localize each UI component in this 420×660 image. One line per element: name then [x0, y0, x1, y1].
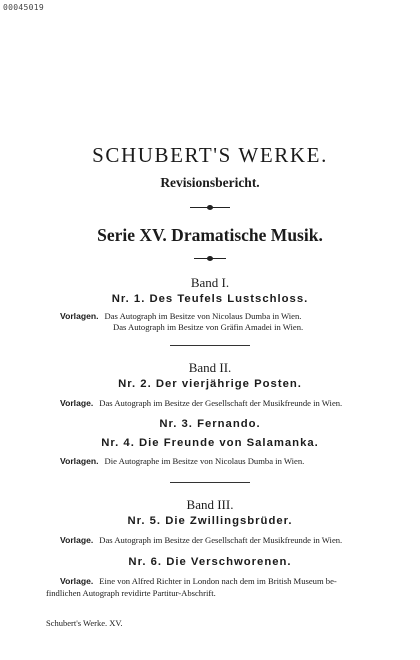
source-note: [60, 311, 301, 321]
subtitle: Revisionsbericht.: [160, 175, 260, 190]
series-title: Serie XV. Dramatische Musik.: [97, 225, 323, 245]
main-title: SCHUBERT'S WERKE.: [92, 143, 328, 167]
source-line: Das Autograph im Besitze von Nicolaus Dumba in Wien.: [104, 311, 302, 321]
band-heading: Band II.: [188, 360, 232, 375]
ornament-divider: [194, 256, 226, 262]
source-line: Die Autographe im Besitze von Nicolaus Dumba in Wien.: [104, 456, 305, 466]
band-heading: Band III.: [186, 497, 234, 512]
source-note: [60, 398, 342, 408]
source-line: Das Autograph im Besitze der Gesellschaft der Musikfreunde in Wien.: [99, 398, 343, 408]
page-footer: Schubert's Werke. XV.: [46, 618, 123, 628]
work-title: Nr. 6. Die Verschworenen.: [128, 556, 292, 568]
source-label: Vorlage.: [60, 398, 94, 408]
source-label: Vorlagen.: [60, 456, 99, 466]
source-line: findlichen Autograph revidirte Partitur-Abschrift.: [46, 588, 216, 598]
source-note: [60, 456, 304, 466]
work-title: Nr. 2. Der vierjährige Posten.: [118, 378, 302, 390]
source-line: Das Autograph im Besitze der Gesellschaft der Musikfreunde in Wien.: [99, 535, 343, 545]
work-title: Nr. 5. Die Zwillingsbrüder.: [127, 515, 293, 527]
work-title: Nr. 4. Die Freunde von Salamanka.: [101, 437, 319, 449]
source-label: Vorlagen.: [60, 311, 99, 321]
source-note: [60, 576, 337, 586]
section-divider: [170, 482, 250, 483]
source-line: Das Autograph im Besitze von Gräfin Amadei in Wien.: [113, 322, 304, 332]
source-line: Eine von Alfred Richter in London nach dem im British Museum be-: [99, 576, 337, 586]
ornament-divider: [190, 205, 230, 211]
work-title: Nr. 1. Des Teufels Lustschloss.: [111, 293, 309, 305]
source-note: [60, 535, 342, 545]
band-heading: Band I.: [190, 275, 230, 290]
scan-id: 00045019: [3, 3, 44, 12]
work-title: Nr. 3. Fernando.: [159, 418, 261, 430]
source-label: Vorlage.: [60, 535, 94, 545]
section-divider: [170, 345, 250, 346]
source-label: Vorlage.: [60, 576, 94, 586]
